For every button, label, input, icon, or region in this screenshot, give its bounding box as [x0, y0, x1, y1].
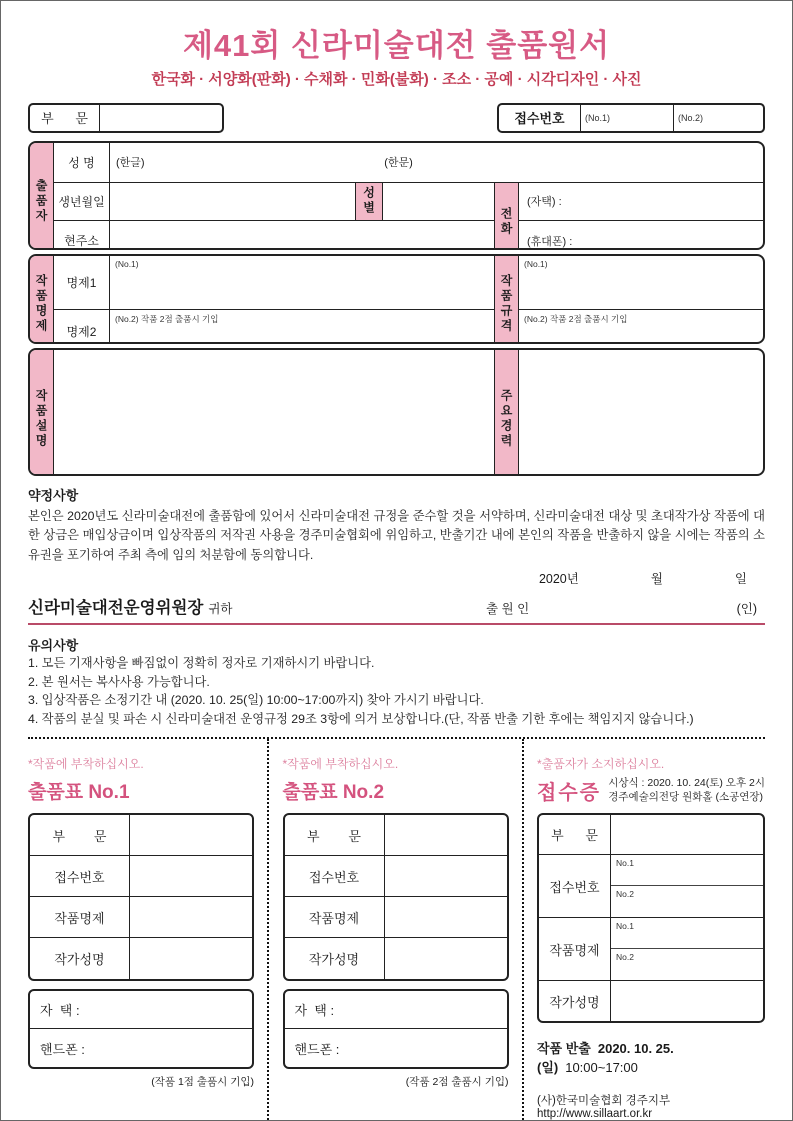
receipt-heading-row [537, 776, 765, 805]
receipt-stub [537, 739, 765, 1120]
date-day: 일 [734, 572, 747, 587]
title1-input-cell[interactable]: (No.1) [110, 256, 494, 310]
description-strip-label: 작품설명 [34, 389, 48, 450]
receipt-table [537, 813, 765, 1023]
work-return-line [537, 1038, 765, 1076]
entry-tag-1-heading: 출품표 No.1 [28, 782, 130, 804]
home-phone-input-row[interactable]: 자 택 : [285, 991, 507, 1029]
chairman-suffix: 귀하 [208, 602, 233, 617]
exhibitor-strip [30, 143, 54, 251]
entry-tag-2-footnote: (작품 2점 출품시 기입) [405, 1076, 509, 1089]
gender-strip-label: 성별 [361, 186, 376, 217]
work-title-row-label: 작품명제 [539, 918, 611, 980]
dotted-divider-1 [267, 739, 269, 1120]
work-title-no1-input-cell[interactable]: No.1 [611, 918, 763, 949]
table-row [285, 856, 507, 897]
work-size-strip-label: 작품규격 [499, 274, 513, 335]
category-label: 부 문 [30, 105, 100, 131]
receipt-number-label: 접수번호 [499, 105, 581, 131]
artist-name-input-cell[interactable] [611, 981, 763, 1021]
exhibitor-strip-label: 출품자 [34, 179, 48, 225]
work-title-strip-label: 작품명제 [34, 274, 48, 335]
receipt-number-row-label: 접수번호 [539, 855, 611, 917]
career-input-cell[interactable] [519, 350, 763, 476]
phone-strip-label: 전화 [499, 206, 513, 237]
category-box [28, 103, 224, 133]
work-title-no2-input-cell[interactable]: No.2 [616, 952, 634, 963]
table-row [285, 938, 507, 979]
receipt-number-input-cell[interactable] [385, 856, 507, 896]
table-row [539, 855, 763, 918]
title2-label: 명제2 [54, 310, 110, 344]
notes-item-3: 3. 입상작품은 소정기간 내 (2020. 10. 25(일) 10:00~17:00까지) 찾아 가시기 바랍니다. [28, 693, 484, 708]
name-hanja-note: (한문) [384, 157, 413, 170]
entry-tag-1-table [28, 813, 254, 981]
table-row [30, 897, 252, 938]
work-size-strip [494, 256, 519, 344]
phone-home-input-cell[interactable]: (자택) : [519, 183, 763, 221]
category-input-cell[interactable] [611, 815, 763, 854]
entry-tag-2-table [283, 813, 509, 981]
address-input-cell[interactable] [110, 221, 494, 251]
work-title-input-cell[interactable] [385, 897, 507, 937]
exhibitor-table [28, 141, 765, 251]
name-input-cell[interactable] [110, 143, 763, 183]
chairman-line [28, 594, 765, 618]
work-return-time: 10:00~17:00 [565, 1060, 638, 1076]
category-row-label: 부 문 [539, 815, 611, 854]
work-title-row-label: 작품명제 [30, 897, 130, 937]
keep-note: *출품자가 소지하십시오. [537, 757, 665, 772]
career-strip [494, 350, 519, 476]
receipt-number-input-cell[interactable] [130, 856, 252, 896]
entry-tag-1-contact-box [28, 989, 254, 1069]
bottom-stubs [28, 739, 765, 1120]
name-hangul-note: (한글) [116, 157, 145, 170]
notes-item-2: 2. 본 원서는 복사사용 가능합니다. [28, 674, 210, 689]
home-phone-input-row[interactable]: 자 택 : [30, 991, 252, 1029]
attach-note-2: *작품에 부착하십시오. [282, 757, 399, 772]
category-input-cell[interactable] [130, 815, 252, 855]
notes-item-4: 4. 작품의 분실 및 파손 시 신라미술대전 운영규정 29조 3항에 의거 보상합니다.(단, 작품 반출 기한 후에는 책임지지 않습니다.) [28, 711, 694, 726]
entry-tag-1-footnote: (작품 1점 출품시 기입) [151, 1076, 254, 1089]
gender-input-cell[interactable] [383, 183, 494, 221]
table-row [285, 815, 507, 856]
entry-tag-1 [28, 739, 254, 1120]
receipt-no1-input-cell[interactable]: No.1 [611, 855, 763, 886]
category-input-cell[interactable] [385, 815, 507, 855]
artist-name-row-label: 작가성명 [285, 938, 385, 979]
career-strip-label: 주요경력 [499, 389, 513, 450]
receipt-number-row-label: 접수번호 [285, 856, 385, 896]
receipt-number-box [497, 103, 765, 133]
artist-name-input-cell[interactable] [130, 938, 252, 979]
entry-tag-2-heading: 출품표 No.2 [282, 782, 385, 804]
receipt-no1-cell[interactable]: (No.1) [581, 105, 674, 131]
receipt-no2-cell[interactable]: (No.2) [678, 112, 704, 123]
page-subtitle: 한국화 · 서양화(판화) · 수채화 · 민화(불화) · 조소 · 공예 · 시각디자인 · 사진 [151, 71, 642, 88]
attach-note-1: *작품에 부착하십시오. [28, 757, 144, 772]
date-year: 2020년 [538, 572, 579, 587]
table-row [539, 918, 763, 981]
agreement-body: 본인은 2020년도 신라미술대전에 출품함에 있어서 신라미술대전 규정을 준수할 것을 서약하며, 신라미술대전 대상 및 초대작가상 작품에 대한 상금은 매입상금이며 입상작품의 저작권 사용을 경주미술협회에 위임하고, 반출기간 내에 본인의 작품을 반출하지 않을 시에는 작품의 소유권을 포기하여 주최 측에 임의 처분함에 동의합니다. [28, 508, 765, 562]
applicant-label: 출 원 인 [486, 602, 530, 617]
agreement-date-line [28, 569, 765, 587]
receipt-heading: 접수증 [537, 782, 601, 805]
phone-strip [494, 183, 519, 251]
entry-tag-2-contact-box [283, 989, 509, 1069]
page-title: 제41회 신라미술대전 출품원서 [182, 28, 611, 63]
size1-input-cell[interactable]: (No.1) [519, 256, 763, 310]
receipt-no2-input-cell[interactable]: No.2 [616, 889, 634, 900]
artist-name-row-label: 작가성명 [30, 938, 130, 979]
artist-name-row-label: 작가성명 [539, 981, 611, 1021]
name-label: 성 명 [54, 143, 110, 183]
chairman-title: 신라미술대전운영위원장 [28, 599, 204, 618]
mobile-phone-input-row[interactable]: 핸드폰 : [40, 1041, 85, 1057]
award-ceremony-info [608, 776, 765, 804]
size2-input-cell[interactable]: (No.2) 작품 2점 출품시 기입 [524, 314, 628, 325]
table-row [285, 897, 507, 938]
description-strip [30, 350, 54, 476]
work-title-table [28, 254, 765, 344]
dotted-divider-2 [522, 739, 524, 1120]
artist-name-input-cell[interactable] [385, 938, 507, 979]
birthdate-label: 생년월일 [54, 183, 110, 221]
notes-item-1: 1. 모든 기재사항을 빠짐없이 정확히 정자로 기재하시기 바랍니다. [28, 656, 375, 671]
work-return-label: 작품 반출 [537, 1041, 591, 1057]
accent-divider [28, 623, 765, 625]
work-title-row-label: 작품명제 [285, 897, 385, 937]
title2-input-cell[interactable]: (No.2) 작품 2점 출품시 기입 [115, 314, 219, 325]
category-row-label: 부 문 [30, 815, 130, 855]
gender-strip [355, 183, 383, 221]
description-input-cell[interactable] [54, 350, 494, 476]
category-input-cell[interactable] [100, 105, 222, 131]
work-return-date: 2020. 10. 25.(일) [537, 1041, 674, 1076]
award-ceremony-line1: 시상식 : 2020. 10. 24(토) 오후 2시 [608, 777, 765, 790]
table-row [30, 815, 252, 856]
mobile-phone-input-row[interactable]: 핸드폰 : [294, 1041, 340, 1057]
receipt-number-row-label: 접수번호 [30, 856, 130, 896]
form-header [28, 1, 765, 89]
seal-label: (인) [736, 602, 757, 617]
notes-heading: 유의사항 [28, 638, 79, 654]
table-row [539, 815, 763, 855]
top-row [28, 103, 765, 133]
entry-tag-2 [283, 739, 509, 1120]
agreement-heading: 약정사항 [28, 487, 79, 503]
phone-mobile-input-cell[interactable]: (휴대폰) : [527, 235, 573, 248]
table-row [539, 981, 763, 1021]
work-title-strip [30, 256, 54, 344]
date-month: 월 [650, 572, 663, 587]
category-row-label: 부 문 [285, 815, 385, 855]
address-label: 현주소 [54, 221, 110, 251]
organization-line: (사)한국미술협회 경주지부 http://www.sillaart.or.kr [537, 1095, 671, 1121]
table-row [30, 938, 252, 979]
award-ceremony-line2: 경주예술의전당 원화홀 (소공연장) [608, 791, 764, 804]
title1-label: 명제1 [54, 256, 110, 310]
work-title-input-cell[interactable] [130, 897, 252, 937]
birthdate-input-cell[interactable] [110, 183, 355, 221]
description-table [28, 348, 765, 476]
table-row [30, 856, 252, 897]
